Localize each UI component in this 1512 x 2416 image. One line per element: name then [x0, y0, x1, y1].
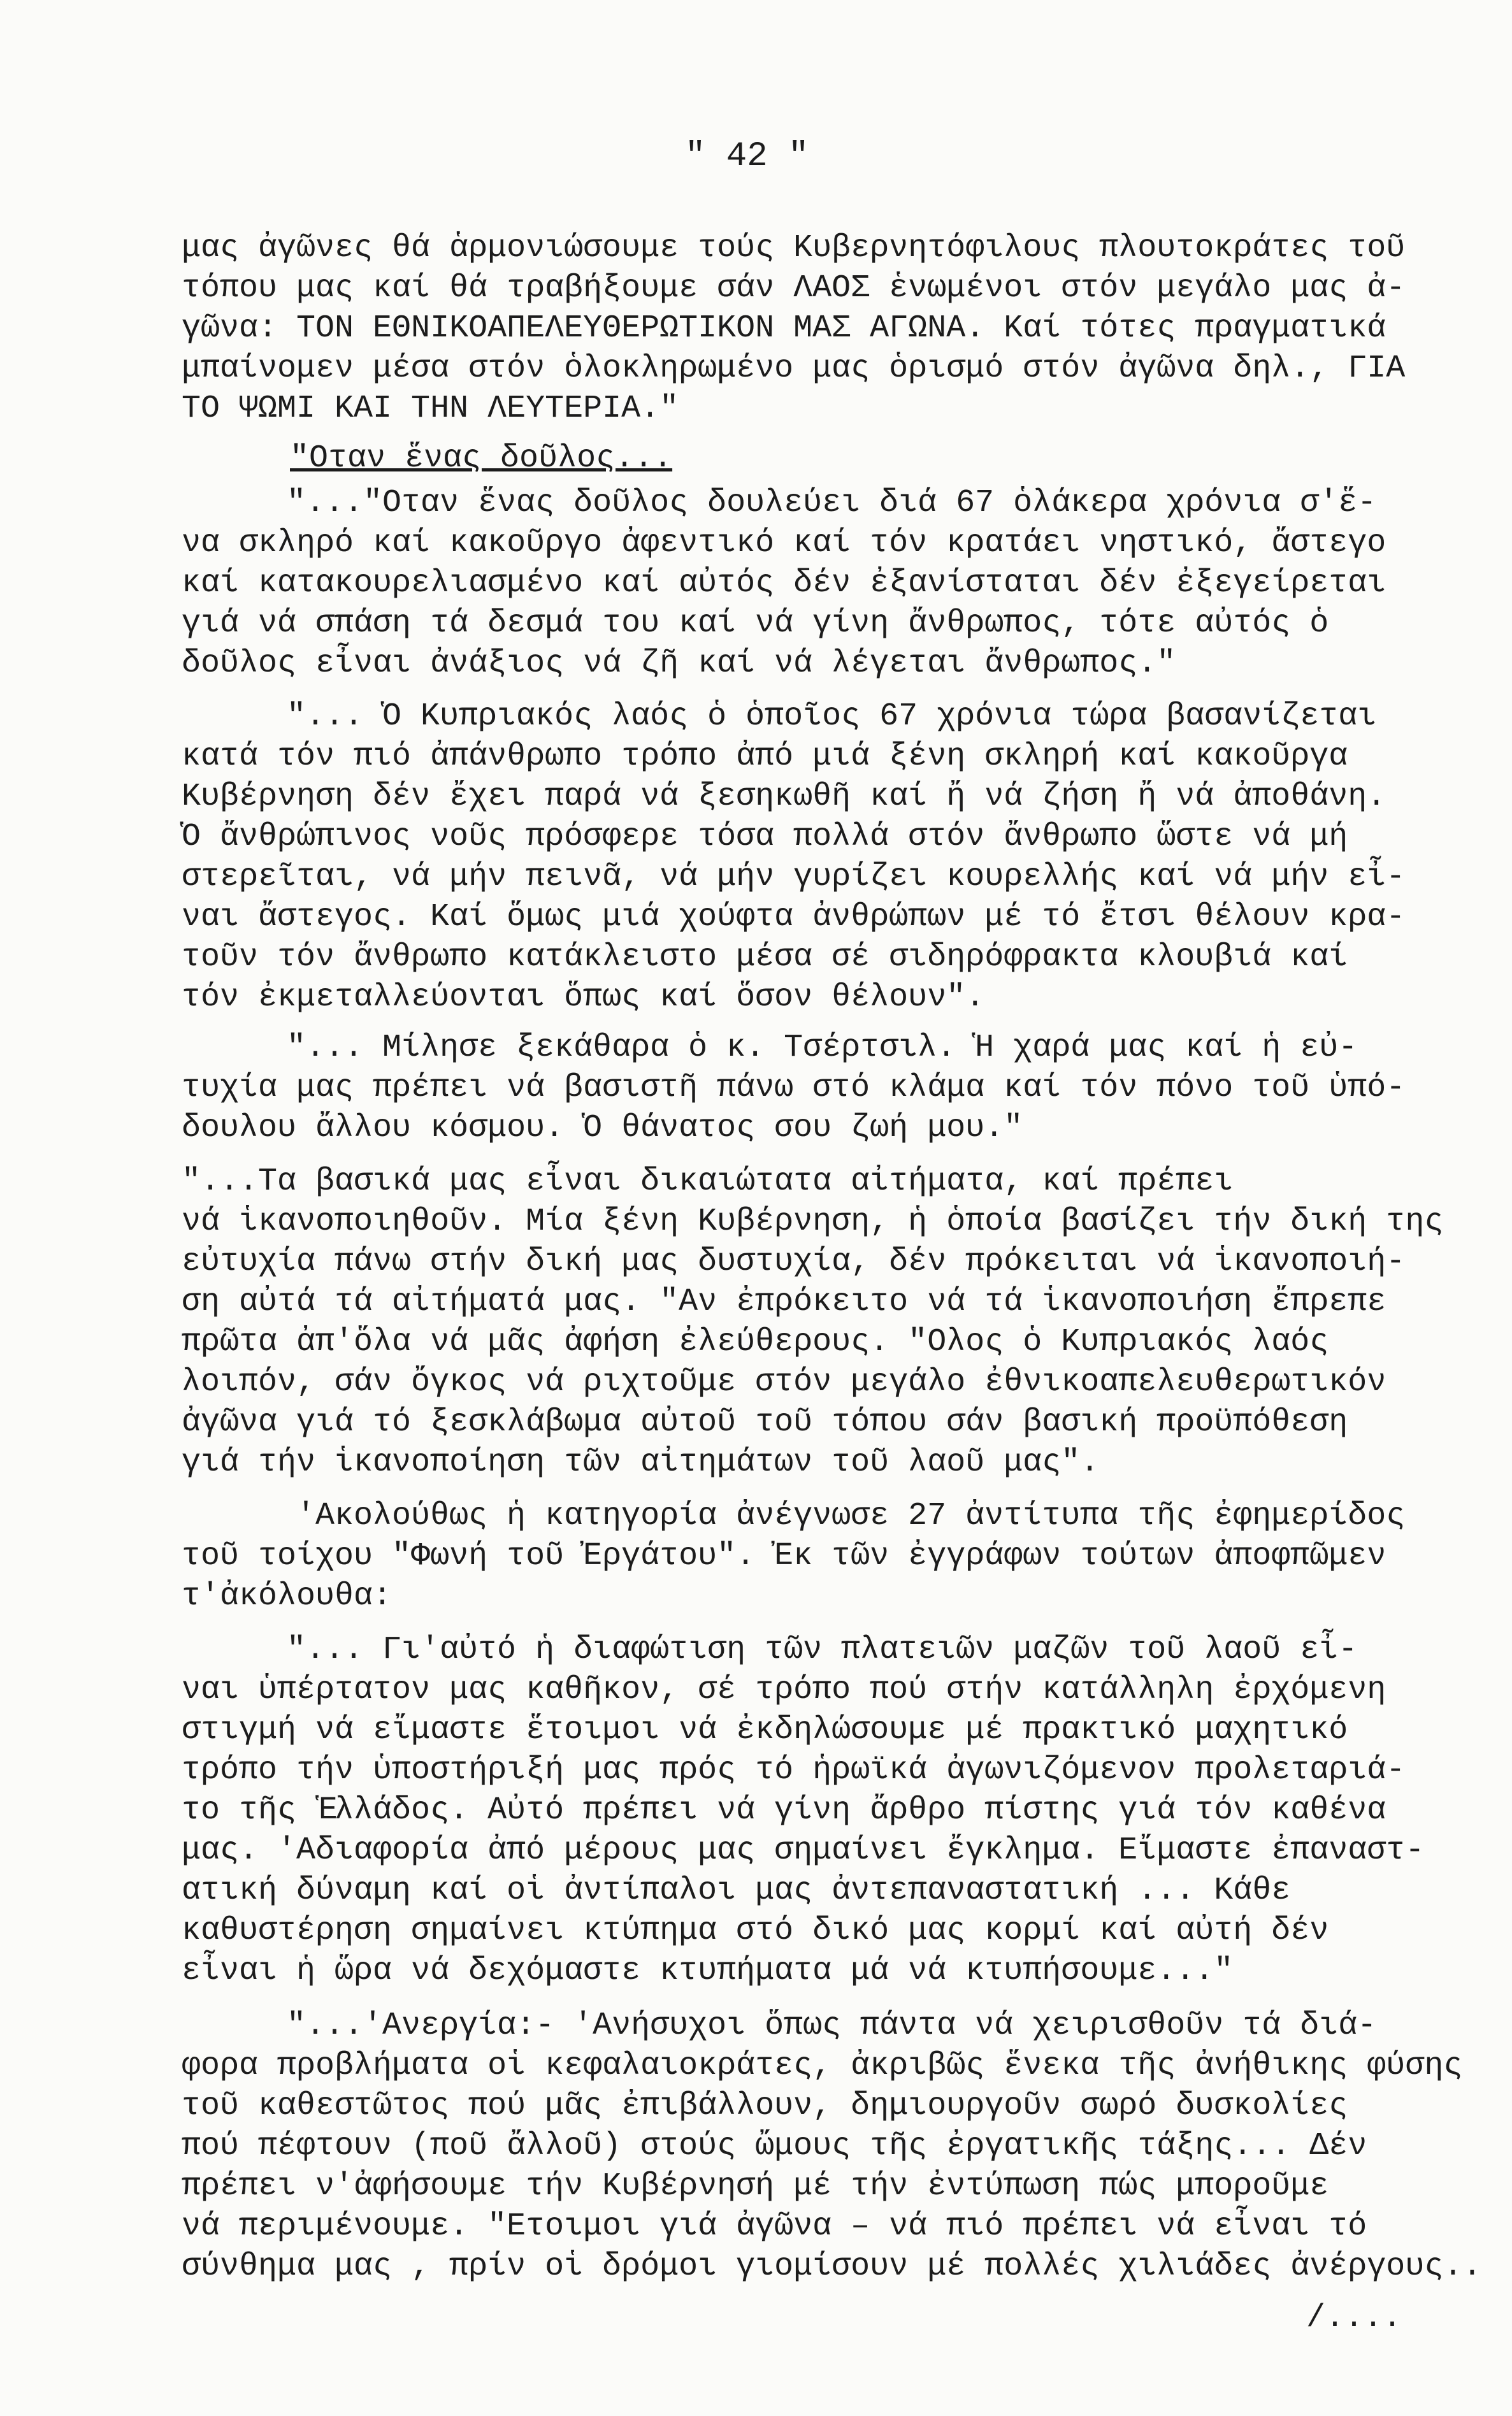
text-line: καί κατακουρελιασμένο καί αὐτός δέν ἐξανίσταται δέν ἐξεγείρεται — [182, 565, 1386, 601]
text-line: το τῆς Ἑλλάδος. Αὐτό πρέπει νά γίνη ἄρθρο πίστης γιά τόν καθένα — [182, 1792, 1386, 1829]
text-line: στερεῖται, νά μήν πεινᾶ, νά μήν γυρίζει κουρελλής καί νά μήν εἶ- — [182, 859, 1406, 895]
text-line: εἶναι ἡ ὥρα νά δεχόμαστε κτυπήματα μά νά κτυπήσουμε..." — [182, 1953, 1234, 1989]
text-line: φορα προβλήματα οἱ κεφαλαιοκράτες, ἀκριβῶς ἕνεκα τῆς ἀνήθικης φύσης — [182, 2048, 1463, 2084]
continuation-mark: /.... — [1306, 2300, 1402, 2336]
text-line: ση αὐτά τά αἰτήματά μας. "Αν ἐπρόκειτο νά τά ἱκανοποιήση ἔπρεπε — [182, 1284, 1386, 1320]
text-line: "...Τα βασικά μας εἶναι δικαιώτατα αἰτήματα, καί πρέπει — [182, 1163, 1234, 1200]
text-line: ΤΟ ΨΩΜΙ ΚΑΙ ΤΗΝ ΛΕΥΤΕΡΙΑ." — [182, 391, 679, 427]
text-line: μας. 'Αδιαφορία ἀπό μέρους μας σημαίνει ἔγκλημα. Εἴμαστε ἐπαναστ- — [182, 1832, 1425, 1869]
text-line: μας ἀγῶνες θά ἁρμονιώσουμε τούς Κυβερνητόφιλους πλουτοκράτες τοῦ — [182, 230, 1406, 266]
text-line: καθυστέρηση σημαίνει κτύπημα στό δικό μας κορμί καί αὐτή δέν — [182, 1913, 1329, 1949]
text-line: γιά τήν ἱκανοποίηση τῶν αἰτημάτων τοῦ λαοῦ μας". — [182, 1444, 1100, 1481]
text-line: ναι ὑπέρτατον μας καθῆκον, σέ τρόπο πού στήν κατάλληλη ἐρχόμενη — [182, 1672, 1386, 1708]
text-line: ἀγῶνα γιά τό ξεσκλάβωμα αὐτοῦ τοῦ τόπου σάν βασική προϋπόθεση — [182, 1404, 1348, 1441]
text-line: εὐτυχία πάνω στήν δική μας δυστυχία, δέν πρόκειται νά ἱκανοποιή- — [182, 1244, 1406, 1280]
text-line: να σκληρό καί κακοῦργο ἀφεντικό καί τόν κρατάει νηστικό, ἄστεγο — [182, 525, 1386, 561]
text-line: νά περιμένουμε. "Ετοιμοι γιά ἀγῶνα – νά πιό πρέπει νά εἶναι τό — [182, 2208, 1367, 2245]
text-line: κατά τόν πιό ἀπάνθρωπο τρόπο ἀπό μιά ξένη σκληρή καί κακοῦργα — [182, 738, 1348, 775]
text-line: τόπου μας καί θά τραβήξουμε σάν ΛΑΟΣ ἑνωμένοι στόν μεγάλο μας ἀ- — [182, 270, 1406, 306]
text-line: τοῦ καθεστῶτος πού μᾶς ἐπιβάλλουν, δημιουργοῦν σωρό δυσκολίες — [182, 2088, 1348, 2124]
text-line: "...'Ανεργία:- 'Ανήσυχοι ὅπως πάντα νά χειρισθοῦν τά διά- — [287, 2008, 1377, 2044]
text-line: ατική δύναμη καί οἱ ἀντίπαλοι μας ἀντεπαναστατική ... Κάθε — [182, 1873, 1291, 1909]
page-number: " 42 " — [685, 137, 809, 176]
text-line: σύνθημα μας , πρίν οἱ δρόμοι γιομίσουν μέ πολλές χιλιάδες ἀνέργους.. — [182, 2248, 1482, 2285]
text-line: τυχία μας πρέπει νά βασιστῆ πάνω στό κλάμα καί τόν πόνο τοῦ ὑπό- — [182, 1070, 1406, 1106]
text-line: τ'ἀκόλουθα: — [182, 1578, 392, 1614]
text-line: Κυβέρνηση δέν ἔχει παρά νά ξεσηκωθῆ καί ἤ νά ζήση ἤ νά ἀποθάνη. — [182, 779, 1386, 815]
text-line: δοῦλος εἶναι ἀνάξιος νά ζῆ καί νά λέγεται ἄνθρωπος." — [182, 645, 1176, 682]
text-line: πρέπει ν'ἀφήσουμε τήν Κυβέρνησή μέ τήν ἐντύπωση πώς μποροῦμε — [182, 2168, 1329, 2204]
text-line: μπαίνομεν μέσα στόν ὁλοκληρωμένο μας ὁρισμό στόν ἀγῶνα δηλ., ΓΙΑ — [182, 350, 1406, 387]
text-line: τοῦ τοίχου "Φωνή τοῦ Ἐργάτου". Ἐκ τῶν ἐγγράφων τούτων ἀποφπῶμεν — [182, 1538, 1386, 1574]
text-line: γιά νά σπάση τά δεσμά του καί νά γίνη ἄνθρωπος, τότε αὐτός ὁ — [182, 605, 1329, 642]
text-line: λοιπόν, σάν ὄγκος νά ριχτοῦμε στόν μεγάλο ἐθνικοαπελευθερωτικόν — [182, 1364, 1386, 1400]
text-line: "... Μίλησε ξεκάθαρα ὁ κ. Τσέρτσιλ. Ἡ χαρά μας καί ἡ εὐ- — [287, 1030, 1358, 1066]
text-line: "..."Οταν ἕνας δοῦλος δουλεύει διά 67 ὁλάκερα χρόνια σ'ἕ- — [287, 485, 1377, 521]
section-heading: "Οταν ἕνας δοῦλος... — [290, 440, 673, 477]
text-line: γῶνα: ΤΟΝ ΕΘΝΙΚΟΑΠΕΛΕΥΘΕΡΩΤΙΚΟΝ ΜΑΣ ΑΓΩΝΑ. Καί τότες πραγματικά — [182, 310, 1386, 347]
text-line: τρόπο τήν ὑποστήριξή μας πρός τό ἡρωϊκά ἀγωνιζόμενον προλεταριά- — [182, 1752, 1406, 1788]
text-line: πού πέφτουν (ποῦ ἄλλοῦ) στούς ὤμους τῆς ἐργατικῆς τάξης... Δέν — [182, 2128, 1367, 2164]
text-line: Ὁ ἄνθρώπινος νοῦς πρόσφερε τόσα πολλά στόν ἄνθρωπο ὥστε νά μή — [182, 819, 1348, 855]
text-line: στιγμή νά εἴμαστε ἕτοιμοι νά ἐκδηλώσουμε μέ πρακτικό μαχητικό — [182, 1712, 1348, 1748]
text-line: τοῦν τόν ἄνθρωπο κατάκλειστο μέσα σέ σιδηρόφρακτα κλουβιά καί — [182, 939, 1348, 975]
text-line: νά ἱκανοποιηθοῦν. Μία ξένη Κυβέρνηση, ἡ ὁποία βασίζει τήν δική της — [182, 1204, 1444, 1240]
text-line: δουλου ἄλλου κόσμου. Ὁ θάνατος σου ζωή μου." — [182, 1110, 1023, 1146]
text-line: 'Ακολούθως ἡ κατηγορία ἀνέγνωσε 27 ἀντίτυπα τῆς ἐφημερίδος — [296, 1498, 1406, 1534]
text-line: ναι ἄστεγος. Καί ὅμως μιά χούφτα ἀνθρώπων μέ τό ἔτσι θέλουν κρα- — [182, 899, 1406, 935]
text-line: τόν ἐκμεταλλεύονται ὅπως καί ὅσον θέλουν". — [182, 979, 985, 1016]
text-line: πρῶτα ἀπ'ὅλα νά μᾶς ἀφήση ἐλεύθερους. "Ολος ὁ Κυπριακός λαός — [182, 1324, 1329, 1360]
text-line: "... Ὁ Κυπριακός λαός ὁ ὁποῖος 67 χρόνια τώρα βασανίζεται — [287, 698, 1377, 735]
text-line: "... Γι'αὐτό ἡ διαφώτιση τῶν πλατειῶν μαζῶν τοῦ λαοῦ εἶ- — [287, 1632, 1358, 1668]
